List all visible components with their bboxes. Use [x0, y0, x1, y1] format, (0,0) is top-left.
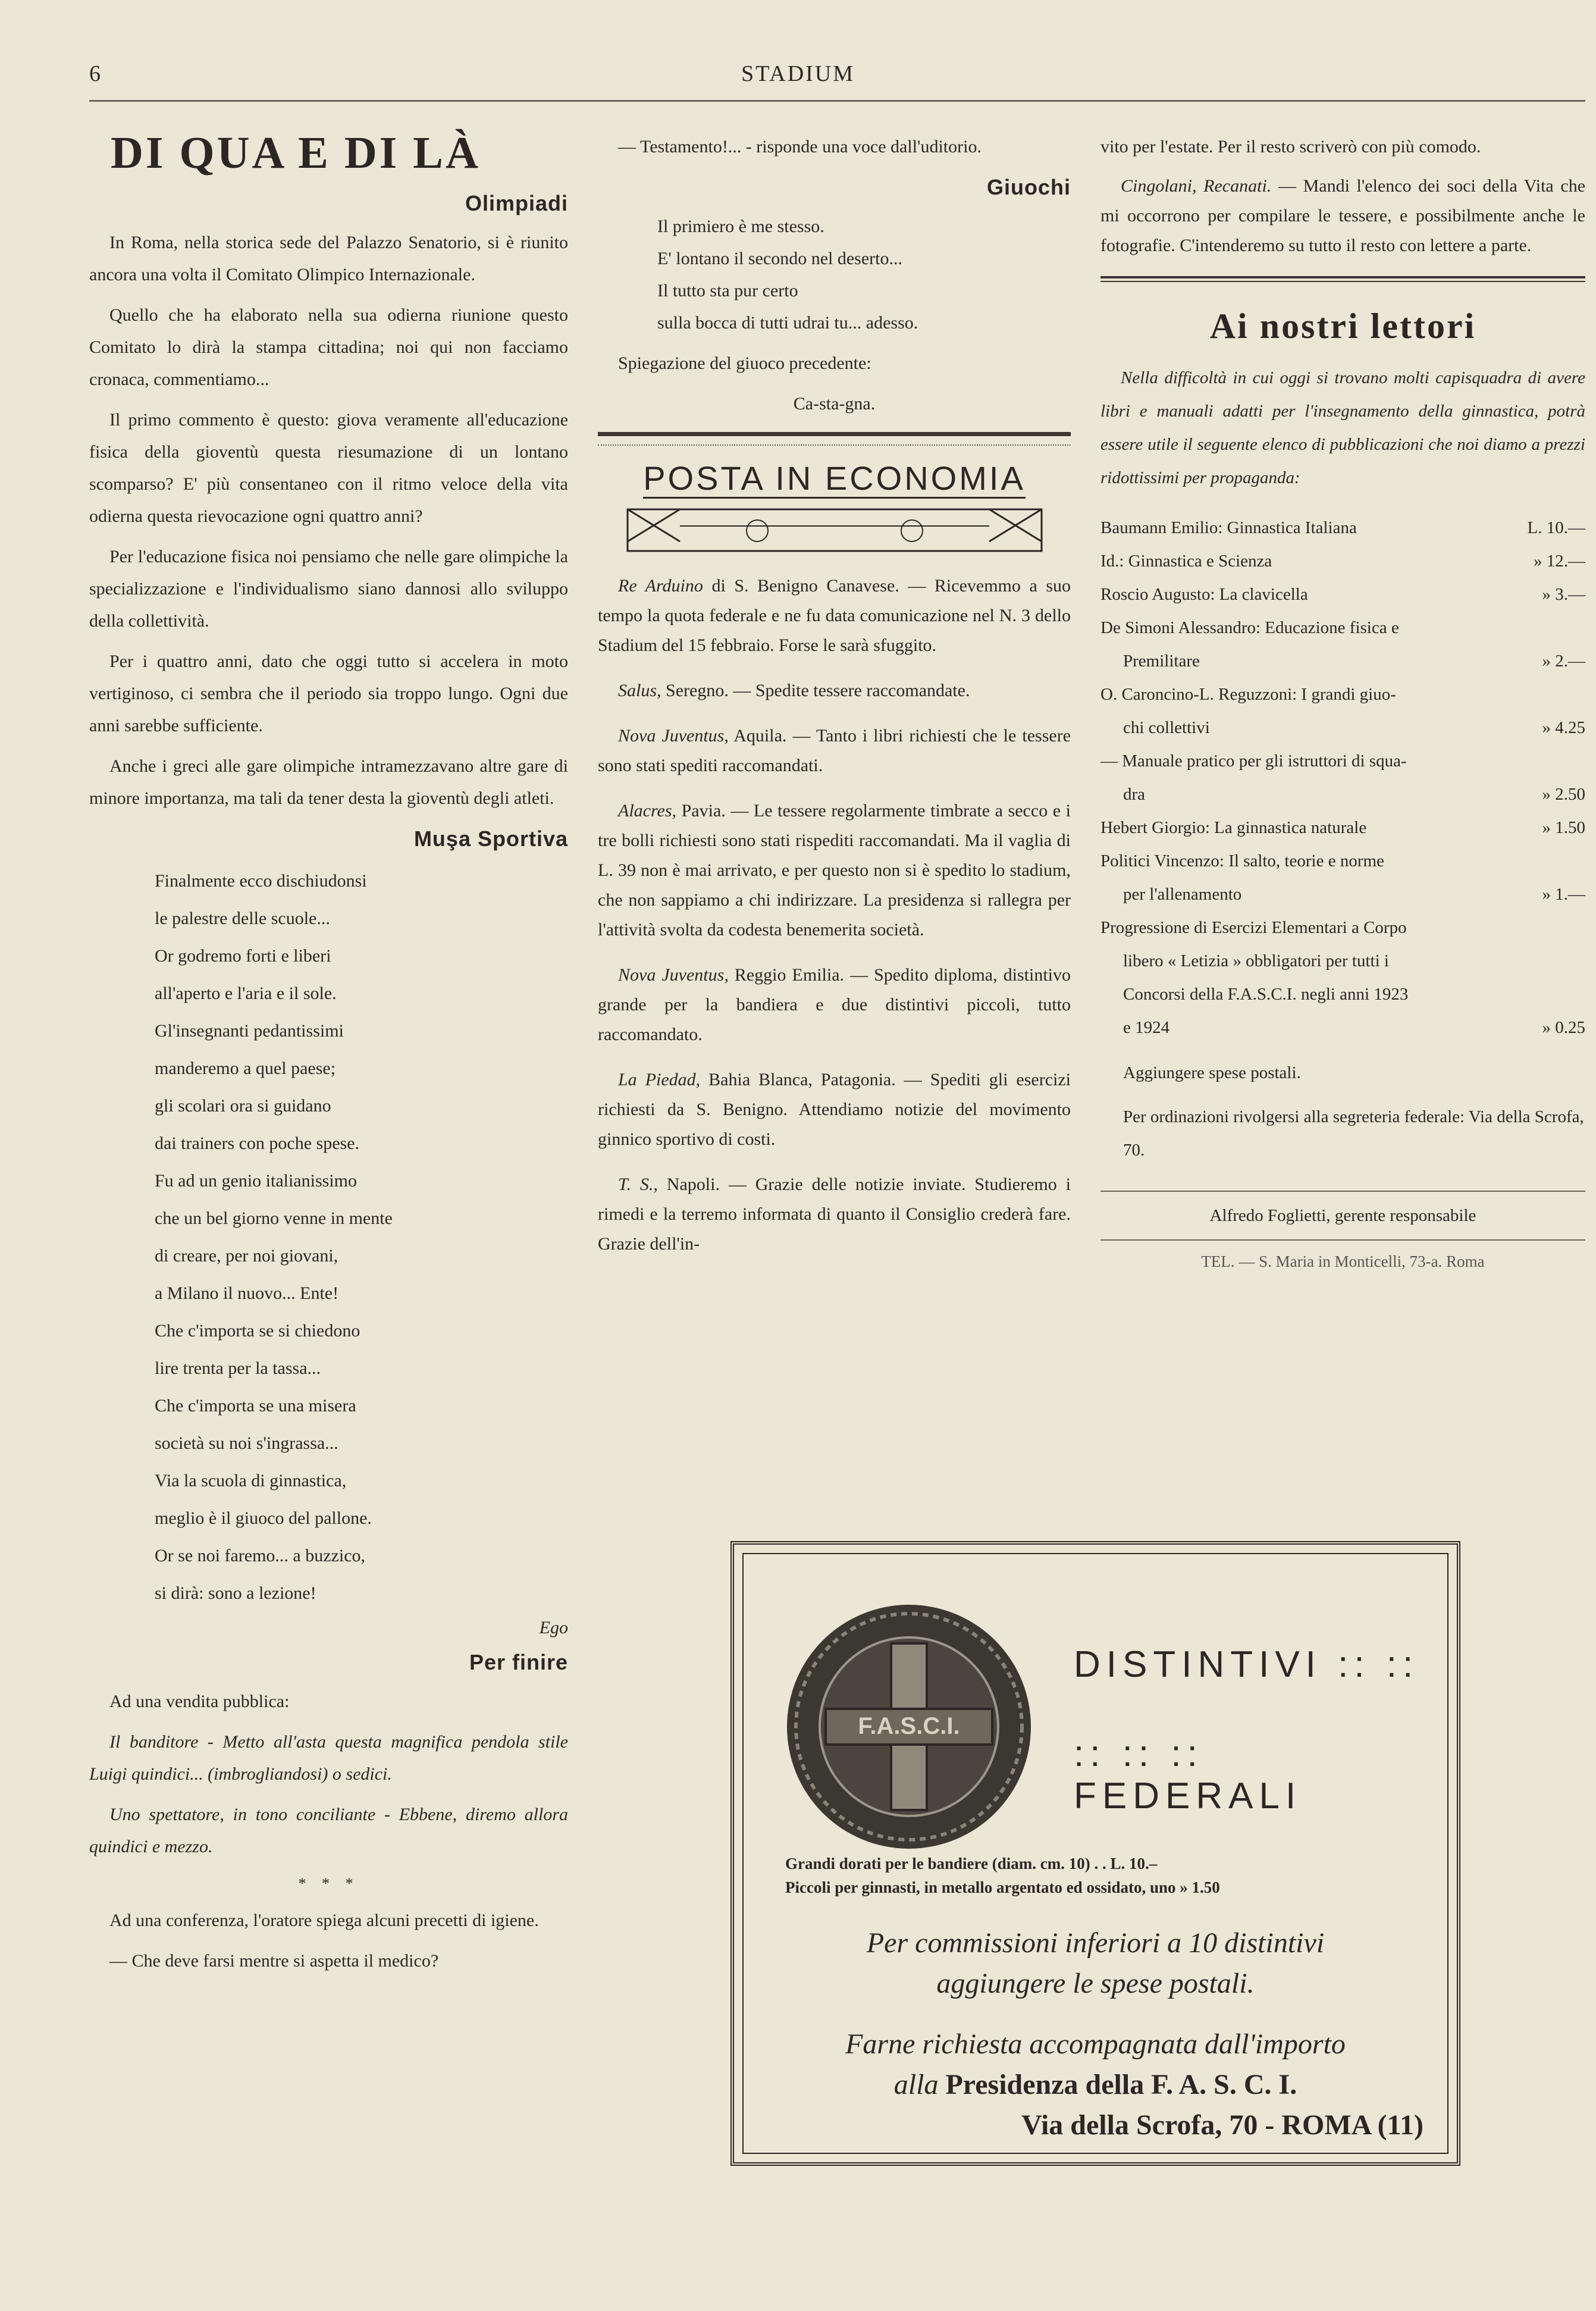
book-row — [1100, 811, 1585, 844]
entry-name: T. S., — [618, 1175, 658, 1194]
book-price — [1520, 944, 1585, 978]
book-price: » 0.25 — [1542, 1018, 1585, 1037]
book-title: Hebert Giorgio: La ginnastica naturale — [1100, 818, 1367, 837]
separator-stars: * * * — [298, 1875, 359, 1892]
paragraph: Per l'educazione fisica noi pensiamo che nelle gare olimpiche la specializzazione e l'individualismo siano dannosi allo sviluppo della collettività. — [89, 547, 568, 631]
book-title: Baumann Emilio: Ginnastica Italiana — [1100, 518, 1357, 537]
poem-line: gli scolari ora si guidano — [155, 1096, 331, 1116]
musa-heading: Muşa Sportiva — [413, 826, 568, 851]
paragraph: Ad una vendita pubblica: — [109, 1692, 290, 1711]
book-row — [1100, 878, 1585, 911]
note: Aggiungere spese postali. — [1123, 1063, 1301, 1082]
book-row — [1100, 978, 1585, 1011]
book-row — [1100, 511, 1585, 544]
posta-entry — [598, 796, 1071, 945]
olimpiadi-heading: Olimpiadi — [465, 191, 568, 215]
book-row — [1100, 744, 1585, 778]
posta-entry — [598, 1065, 1071, 1154]
paragraph: Uno spettatore, in tono conciliante - Ebbene, diremo allora quindici e mezzo. — [89, 1805, 568, 1856]
note: Per ordinazioni rivolgersi alla segreteria federale: Via della Scrofa, 70. — [1123, 1107, 1584, 1160]
posta-entry — [598, 721, 1071, 781]
entry-name: La Piedad, — [618, 1070, 701, 1089]
poem-line: dai trainers con poche spese. — [155, 1133, 360, 1153]
book-row — [1100, 778, 1585, 811]
book-title: libero « Letizia » obbligatori per tutti i — [1123, 951, 1389, 970]
book-price: L. 10.— — [1527, 518, 1585, 537]
book-row — [1100, 678, 1585, 711]
badge-icon — [784, 1602, 1034, 1852]
riddle-line: sulla bocca di tutti udrai tu... adesso. — [657, 313, 918, 333]
book-price — [1520, 678, 1585, 711]
paragraph: — Che deve farsi mentre si aspetta il medico? — [109, 1951, 439, 1971]
riddle — [657, 211, 1071, 339]
book-row — [1100, 911, 1585, 944]
posta-entry — [598, 1170, 1071, 1259]
riddle-answer: Ca-sta-gna. — [793, 394, 876, 414]
entry-name: Alacres, — [618, 801, 677, 821]
entry-text: Reggio Emilia. — Spedito diploma, distintivo grande per la bandiera e due distintivi piccoli, tutto raccomandato. — [598, 965, 1071, 1044]
ad-italic-line: aggiungere le spese postali. — [936, 1968, 1255, 1999]
poem-line: Via la scuola di ginnastica, — [155, 1471, 347, 1490]
column-2 — [598, 119, 1071, 1275]
entry-name: Nova Juventus, — [618, 965, 729, 985]
book-row — [1100, 1011, 1585, 1044]
paragraph: Spiegazione del giuoco precedente: — [618, 353, 871, 373]
giuochi-heading: Giuochi — [987, 175, 1071, 199]
ad-italic-line: Per commissioni inferiori a 10 distintivi — [866, 1927, 1325, 1959]
book-price: » 2.50 — [1542, 785, 1585, 804]
book-price: » 12.— — [1534, 552, 1585, 571]
paragraph: Per i quattro anni, dato che oggi tutto si accelera in moto vertiginoso, ci sembra che il periodo sia troppo lungo. Ogni due anni sarebbe sufficiente. — [89, 652, 568, 735]
paragraph: vito per l'estate. Per il resto scriverò con più comodo. — [1100, 137, 1481, 156]
book-row — [1100, 578, 1585, 611]
header-rule — [89, 100, 1585, 102]
telephone-line: TEL. — S. Maria in Monticelli, 73-a. Roma — [1201, 1252, 1485, 1270]
entry-text: di S. Benigno Canavese. — Ricevemmo a suo tempo la quota federale e ne fu data comunicazione nel N. 3 dello Stadium del 15 febbraio. Forse le sarà sfuggito. — [598, 576, 1071, 655]
poem-line: le palestre delle scuole... — [155, 909, 330, 928]
poem — [155, 862, 568, 1612]
rule — [1100, 276, 1585, 278]
book-price — [1520, 844, 1585, 878]
poem-line: Gl'insegnanti pedantissimi — [155, 1021, 344, 1041]
poem-line: che un bel giorno venne in mente — [155, 1208, 393, 1228]
book-title: Id.: Ginnastica e Scienza — [1100, 552, 1272, 571]
poem-line: si dirà: sono a lezione! — [155, 1583, 316, 1603]
poem-line: Or se noi faremo... a buzzico, — [155, 1546, 366, 1565]
book-title: dra — [1123, 785, 1146, 804]
entry-name: Re Arduino — [618, 576, 703, 596]
entry-text: — Mandi l'elenco dei soci della Vita che mi occorrono per compilare le tessere, e possibilmente anche le fotografie. C'intenderemo su tutto il resto con lettere a parte. — [1100, 176, 1586, 255]
poem-line: Or godremo forti e liberi — [155, 946, 331, 966]
book-title: per l'allenamento — [1123, 885, 1242, 904]
book-title: Politici Vincenzo: Il salto, teorie e norme — [1100, 851, 1384, 870]
poem-line: a Milano il nuovo... Ente! — [155, 1283, 339, 1303]
ad-italic-word: alla — [893, 2069, 939, 2100]
poem-line: manderemo a quel paese; — [155, 1059, 336, 1078]
book-price: » 1.— — [1542, 885, 1585, 904]
column-3 — [1100, 119, 1585, 1271]
book-row — [1100, 711, 1585, 744]
per-finire-heading: Per finire — [469, 1650, 568, 1674]
riddle-line: E' lontano il secondo nel deserto... — [657, 249, 902, 268]
poem-line: Che c'importa se una misera — [155, 1396, 356, 1416]
posta-entry — [598, 960, 1071, 1050]
poem-line: all'aperto e l'aria e il sole. — [155, 984, 337, 1003]
book-price — [1520, 611, 1585, 644]
riddle-line: Il primiero è me stesso. — [657, 217, 824, 236]
paragraph: Ad una conferenza, l'oratore spiega alcuni precetti di igiene. — [109, 1911, 539, 1930]
ad-italic-line: Farne richiesta accompagnata dall'importo — [845, 2028, 1346, 2060]
poem-line: lire trenta per la tassa... — [155, 1358, 321, 1378]
page-number: 6 — [89, 61, 101, 86]
poem-signature: Ego — [539, 1618, 568, 1637]
lettori-intro: Nella difficoltà in cui oggi si trovano molti capisquadra di avere libri e manuali adatti per l'insegnamento della ginnastica, potrà essere utile il seguente elenco di pubblicazioni che noi diamo a prezzi ridottissimi per propaganda: — [1100, 368, 1585, 487]
paragraph: Il banditore - Metto all'asta questa magnifica pendola stile Luigi quindici... (imbrogliandosi) o sedici. — [89, 1732, 568, 1784]
book-title: Concorsi della F.A.S.C.I. negli anni 1923 — [1123, 985, 1409, 1004]
book-title: Premilitare — [1123, 652, 1200, 671]
posta-entry — [598, 676, 1071, 706]
book-price — [1520, 911, 1585, 944]
riddle-line: Il tutto sta pur certo — [657, 281, 798, 300]
book-title: O. Caroncino-L. Reguzzoni: I grandi giuo- — [1100, 685, 1396, 704]
poem-line: Fu ad un genio italianissimo — [155, 1171, 357, 1191]
poem-line: Che c'importa se si chiedono — [155, 1321, 360, 1341]
poem-line: Finalmente ecco dischiudonsi — [155, 871, 367, 891]
book-title: Roscio Augusto: La clavicella — [1100, 585, 1308, 604]
book-row — [1100, 644, 1585, 678]
ad-heading-1: DISTINTIVI :: :: — [1074, 1644, 1419, 1685]
book-list — [1100, 511, 1585, 1044]
book-price — [1520, 978, 1585, 1011]
book-price: » 1.50 — [1542, 818, 1585, 837]
ad-bold-text: Presidenza della F. A. S. C. I. — [945, 2069, 1297, 2100]
ornament-icon — [626, 506, 1043, 553]
posta-entry — [598, 571, 1071, 660]
entry-text: Bahia Blanca, Patagonia. — Spediti gli esercizi richiesti da S. Benigno. Attendiamo notizie del movimento ginnico sportivo di costi. — [598, 1070, 1071, 1149]
book-title: — Manuale pratico per gli istruttori di squa- — [1100, 751, 1407, 771]
entry-text: Aquila. — Tanto i libri richiesti che le tessere sono stati spediti raccomandati. — [598, 726, 1071, 775]
poem-line: di creare, per noi giovani, — [155, 1246, 338, 1266]
paragraph: Il primo commento è questo: giova veramente all'educazione fisica della gioventù questa riesumazione di un lontano scomparso? E' più consentaneo con il ritmo veloce della vita odierna questa rievocazione ogni quattro anni? — [89, 410, 568, 526]
book-title: chi collettivi — [1123, 718, 1210, 737]
posta-heading-wrap — [598, 460, 1071, 499]
magazine-title: STADIUM — [741, 61, 855, 86]
rule — [1100, 281, 1585, 282]
book-price: » 3.— — [1542, 585, 1585, 604]
entry-name: Salus, — [618, 681, 661, 700]
badge-text: F.A.S.C.I. — [858, 1713, 960, 1739]
ad-address-line: Via della Scrofa, 70 - ROMA (11) — [1021, 2109, 1423, 2141]
paragraph: Anche i greci alle gare olimpiche intramezzavano altre gare di minore importanza, ma tali da tener desta la gioventù degli atleti. — [89, 756, 568, 808]
lettori-heading: Ai nostri lettori — [1209, 306, 1476, 346]
poem-line: meglio è il giuoco del pallone. — [155, 1508, 372, 1528]
ad-price-line: Piccoli per ginnasti, in metallo argentato ed ossidato, uno » 1.50 — [785, 1878, 1220, 1896]
cingolani-entry — [1100, 171, 1585, 261]
book-price: » 4.25 — [1542, 718, 1585, 737]
advertisement-inner — [742, 1553, 1448, 2154]
paragraph: — Testamento!... - risponde una voce dall'uditorio. — [618, 137, 982, 156]
rule — [598, 444, 1071, 446]
book-price: » 2.— — [1542, 652, 1585, 671]
poem-line: società su noi s'ingrassa... — [155, 1433, 338, 1453]
section-title: DI QUA E DI LÀ — [111, 128, 481, 178]
paragraph: Quello che ha elaborato nella sua odierna riunione questo Comitato lo dirà la stampa cittadina; noi qui non facciamo cronaca, commentiamo... — [89, 305, 568, 389]
ad-heading-2: :: :: :: FEDERALI — [1074, 1733, 1302, 1817]
book-title: Progressione di Esercizi Elementari a Corpo — [1100, 918, 1407, 937]
book-row — [1100, 611, 1585, 644]
book-title: e 1924 — [1123, 1018, 1170, 1037]
rule — [598, 432, 1071, 436]
advertisement-box — [730, 1541, 1460, 2166]
paragraph: In Roma, nella storica sede del Palazzo Senatorio, si è riunito ancora una volta il Comitato Olimpico Internazionale. — [89, 233, 568, 284]
posta-entries — [598, 571, 1071, 1259]
ad-price-line: Grandi dorati per le bandiere (diam. cm. 10) . . L. 10.– — [785, 1855, 1158, 1872]
entry-name: Cingolani, Recanati. — [1121, 176, 1272, 196]
book-row — [1100, 844, 1585, 878]
entry-text: Napoli. — Grazie delle notizie inviate. Studieremo i rimedi e la terremo informata di quanto il Consiglio crederà fare. Grazie dell'in- — [598, 1175, 1071, 1254]
book-row — [1100, 544, 1585, 578]
book-title: De Simoni Alessandro: Educazione fisica e — [1100, 618, 1399, 637]
posta-heading: POSTA IN ECONOMIA — [643, 460, 1026, 499]
book-row — [1100, 944, 1585, 978]
book-price — [1520, 744, 1585, 778]
gerente-line: Alfredo Foglietti, gerente responsabile — [1100, 1191, 1585, 1241]
ad-italic-line — [744, 2065, 1447, 2105]
entry-text: Seregno. — Spedite tessere raccomandate. — [661, 681, 970, 700]
column-1 — [89, 119, 568, 1986]
entry-name: Nova Juventus, — [618, 726, 729, 746]
entry-text: Pavia. — Le tessere regolarmente timbrate a secco e i tre bolli richiesti sono stati rispediti raccomandati. Ma il vaglia di L. 39 non è mai arrivato, e per questo non si è spedito lo stadium, che non sappiamo a chi indirizzare. La presidenza si rallegra per l'attività svolta da codesta benemerita società. — [598, 801, 1071, 940]
